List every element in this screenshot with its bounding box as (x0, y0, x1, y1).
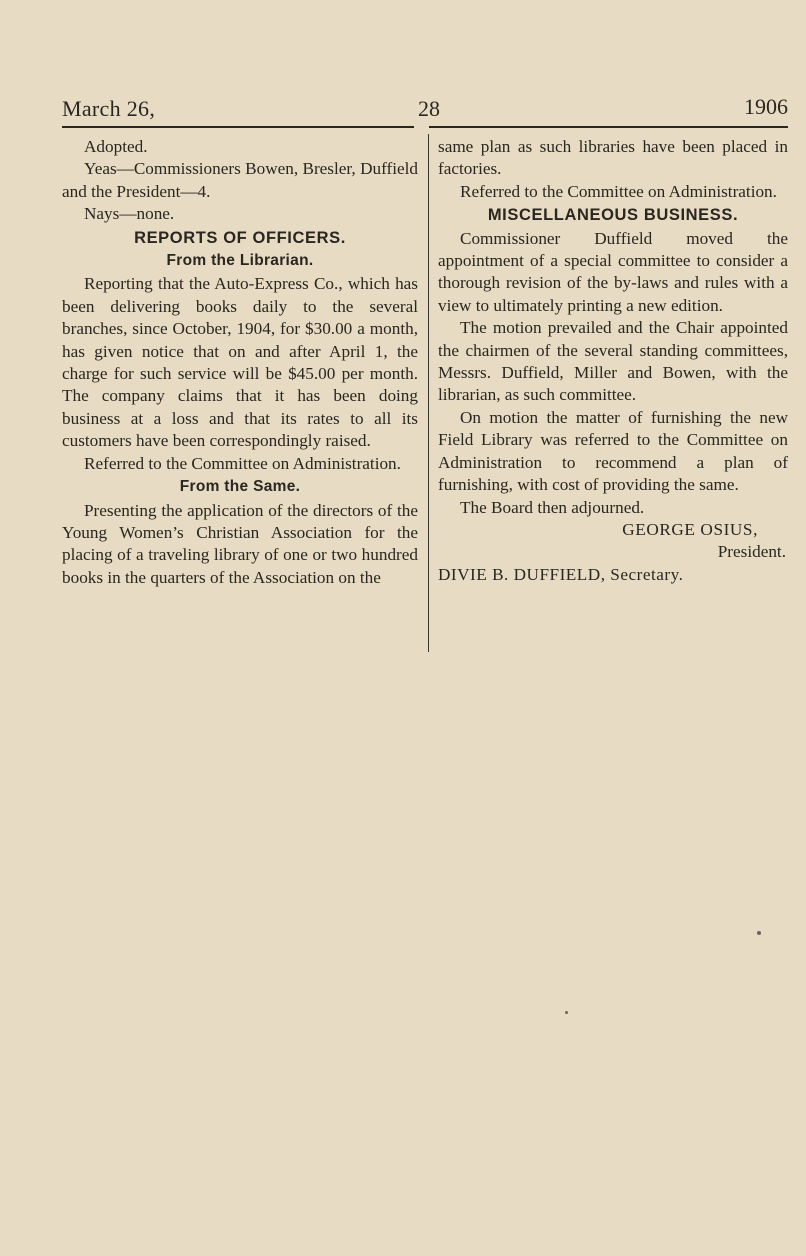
page-number: 28 (418, 96, 440, 121)
paragraph-adopted: Adopted. (84, 137, 148, 156)
signature-president-name: GEORGE OSIUS, (622, 519, 758, 539)
signature-secretary: DIVIE B. DUFFIELD, Secretary. (438, 564, 684, 584)
header-rule-right (429, 126, 788, 128)
paragraph-field-library: On motion the matter of furnishing the new Field Library was referred to the Committee on Administration to recommend a plan of furnishing, with cost of providing the same. (438, 407, 788, 495)
right-column (438, 136, 788, 586)
paragraph-special-committee: Commissioner Duffield moved the appointment of a special committee to consider a thorough revision of the by-laws and rules with a view to ultimately printing a new edition. (438, 228, 788, 315)
page-header (62, 96, 788, 130)
paragraph-referred-2: Referred to the Committee on Administration. (460, 181, 777, 201)
heading-miscellaneous-business: MISCELLANEOUS BUSINESS. (487, 206, 739, 225)
paper-speck (565, 1011, 568, 1014)
paragraph-motion-prevailed: The motion prevailed and the Chair appointed the chairmen of the several standing committees, Messrs. Duffield, Miller and Bowen, with the librarian, as such committee. (438, 318, 788, 405)
left-column (62, 136, 418, 589)
subheading-from-same: From the Same. (179, 478, 301, 496)
header-year: 1906 (744, 94, 788, 119)
paragraph-adjourned: The Board then adjourned. (460, 497, 645, 517)
paragraph-referred-1: Referred to the Committee on Administration. (84, 453, 401, 473)
paragraph-auto-express: Reporting that the Auto-Express Co., which has been delivering books daily to the several branches, since October, 1904, for $30.00 a month, has given notice that on and after April 1, the charge for such service will be $45.00 per month. The company claims that it has been doing business at a loss and that its rates to all its customers have been correspondingly raised. (62, 274, 418, 451)
column-divider (428, 134, 429, 652)
subheading-from-librarian: From the Librarian. (166, 252, 314, 270)
signature-president-title: President. (717, 542, 786, 562)
header-rule-left (62, 126, 414, 128)
heading-reports-of-officers: REPORTS OF OFFICERS. (134, 228, 346, 247)
paper-speck (757, 931, 761, 935)
paragraph-ywca: Presenting the application of the directors of the Young Women’s Christian Association for the placing of a traveling library of one or two hundred books in the quarters of the Association on the (62, 500, 418, 587)
paragraph-yeas: Yeas—Commissioners Bowen, Bresler, Duffield and the President—4. (62, 159, 418, 201)
paragraph-nays: Nays—none. (84, 204, 175, 224)
header-date: March 26, (62, 96, 156, 121)
paragraph-same-plan: same plan as such libraries have been placed in factories. (438, 137, 788, 179)
